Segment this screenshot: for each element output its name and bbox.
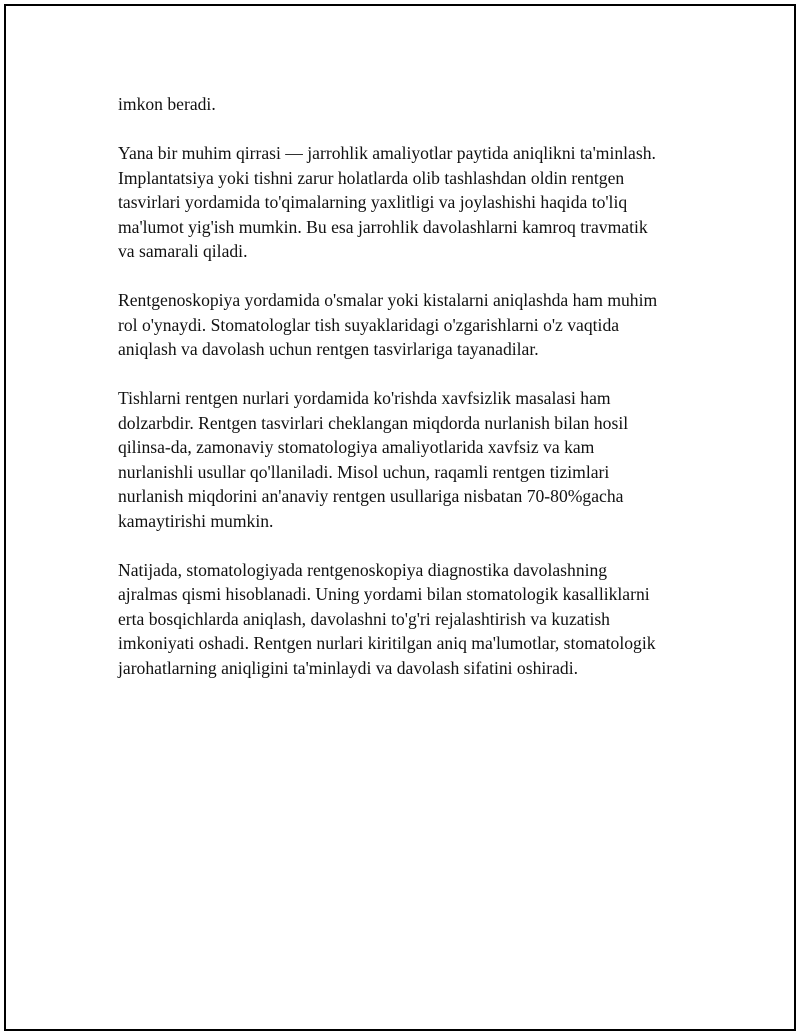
document-body bbox=[118, 92, 698, 705]
paragraph-conclusion: Natijada, stomatologiyada rentgenoskopiya diagnostika davolashning ajralmas qismi hisoblanadi. Uning yordami bilan stomatologik kasalliklarni erta bosqichlarda aniqlash, davolashni to'g'ri rejalashtirish va kuzatish imkoniyati oshadi. Rentgen nurlari kiritilgan aniq ma'lumotlar, stomatologik jarohatlarning aniqligini ta'minlaydi va davolash sifatini oshiradi. bbox=[118, 559, 656, 678]
paragraph-radiation-safety: Tishlarni rentgen nurlari yordamida ko'rishda xavfsizlik masalasi ham dolzarbdir. Rentgen tasvirlari cheklangan miqdorda nurlanish bilan hosil qilinsa-da, zamonaviy stomatologiya amaliyotlarida xavfsiz va kam nurlanishli usullar qo'llaniladi. Misol uchun, raqamli rentgen tizimlari nurlanish miqdorini an'anaviy rentgen usullariga nisbatan 70-80%gacha kamaytirishi mumkin. bbox=[118, 388, 629, 531]
paragraph-surgical-precision: Yana bir muhim qirrasi — jarrohlik amaliyotlar paytida aniqlikni ta'minlash. Implantatsiya yoki tishni zarur holatlarda olib tashlashdan oldin rentgen tasvirlari yordamida to'qimalarning yaxlitligi va joylashishi haqida to'liq ma'lumot yig'ish mumkin. Bu esa jarrohlik davolashlarni kamroq travmatik va samarali qiladi. bbox=[118, 143, 656, 261]
paragraph-tumor-detection: Rentgenoskopiya yordamida o'smalar yoki kistalarni aniqlashda ham muhim rol o'ynaydi. Stomatologlar tish suyaklaridagi o'zgarishlarni o'z vaqtida aniqlash va davolash uchun rentgen tasvirlariga tayanadilar. bbox=[118, 290, 658, 359]
paragraph-continuation: imkon beradi. bbox=[118, 94, 216, 114]
